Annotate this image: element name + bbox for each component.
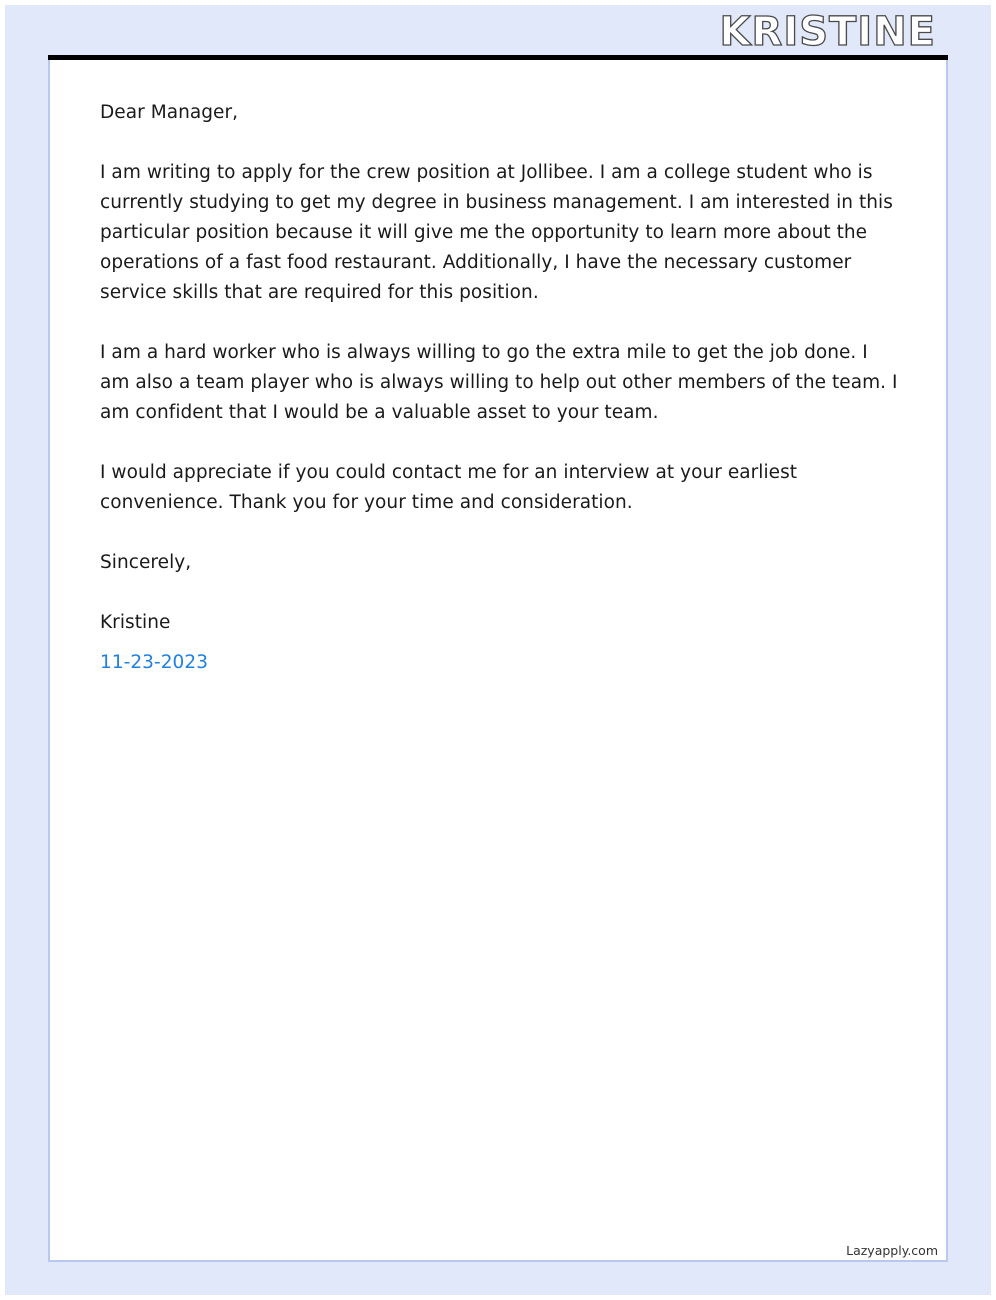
letter-body: [100, 98, 900, 708]
paragraph-request: I would appreciate if you could contact me for an interview at your earliest convenience. Thank you for your time and consideration.: [100, 462, 798, 513]
footer-brand: Lazyapply.com: [846, 1243, 938, 1258]
paragraph-qualities: I am a hard worker who is always willing to go the extra mile to get the job done. I am also a team player who is always willing to help out other members of the team. I am confident that I would be a valuable asset to your team.: [100, 342, 898, 423]
applicant-name-header: KRISTINE: [719, 9, 936, 55]
signature: Kristine: [100, 612, 171, 633]
letter-date: 11-23-2023: [100, 652, 209, 673]
letter-sheet: [48, 60, 948, 1262]
salutation: Dear Manager,: [100, 102, 239, 123]
closing: Sincerely,: [100, 552, 192, 573]
paragraph-intro: I am writing to apply for the crew position at Jollibee. I am a college student who is currently studying to get my degree in business management. I am interested in this particular position because it will give me the opportunity to learn more about the operations of a fast food restaurant. Additionally, I have the necessary customer service skills that are required for this position.: [100, 162, 893, 303]
